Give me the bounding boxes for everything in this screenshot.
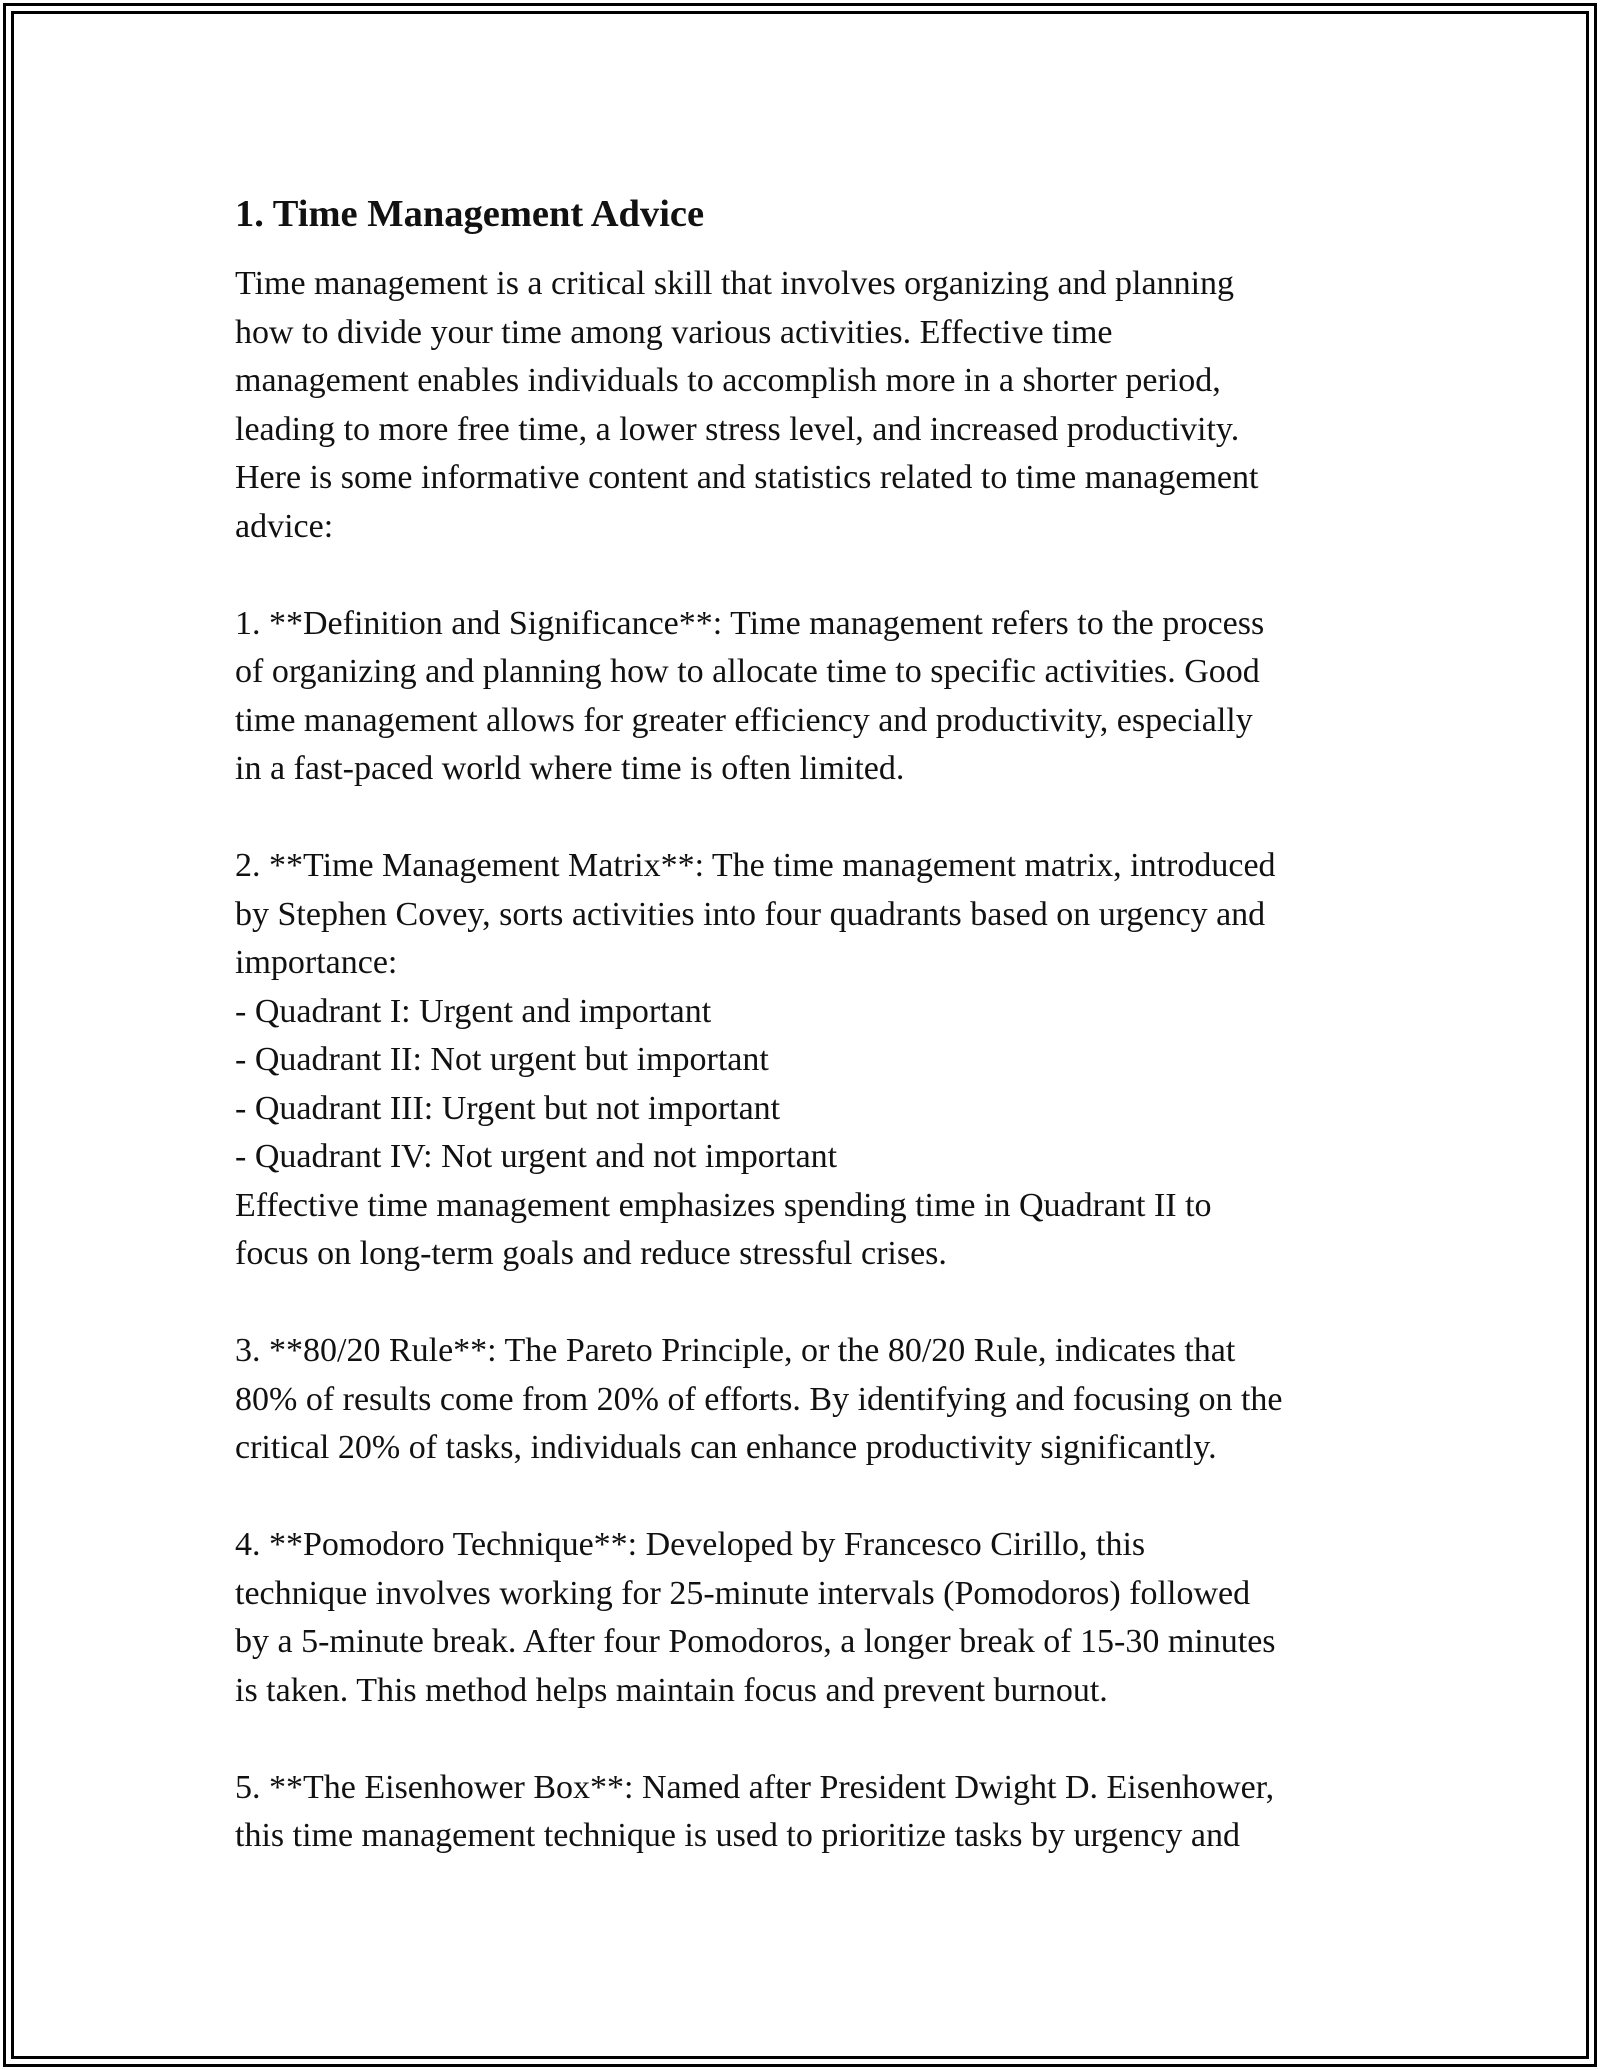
document-content [235, 186, 1385, 1861]
body-text: Time management is a critical skill that involves organizing and planning how to divide your time among various activities. Effective time management enables individuals to accomplish more in a shorter period, leading to more free time, a lower stress level, and increased productivity. Here is some informative content and statistics related to time management advice: 1. **Definition and Significance**: Time management refers to the process of organizing and planning how to allocate time to specific activities. Good time management allows for greater efficiency and productivity, especially in a fast-paced world where time is often limited. 2. **Time Management Matrix**: The time management matrix, introduced by Stephen Covey, sorts activities into four quadrants based on urgency and importance: - Quadrant I: Urgent and important - Quadrant II: Not urgent but important - Quadrant III: Urgent but not important - Quadrant IV: Not urgent and not important Effective time management emphasizes spending time in Quadrant II to focus on long-term goals and reduce stressful crises. 3. **80/20 Rule**: The Pareto Principle, or the 80/20 Rule, indicates that 80% of results come from 20% of efforts. By identifying and focusing on the critical 20% of tasks, individuals can enhance productivity significantly. 4. **Pomodoro Technique**: Developed by Francesco Cirillo, this technique involves working for 25-minute intervals (Pomodoros) followed by a 5-minute break. After four Pomodoros, a longer break of 15-30 minutes is taken. This method helps maintain focus and prevent burnout. 5. **The Eisenhower Box**: Named after President Dwight D. Eisenhower, this time management technique is used to prioritize tasks by urgency and [235, 265, 1283, 1854]
section-heading: 1. Time Management Advice [235, 193, 705, 235]
